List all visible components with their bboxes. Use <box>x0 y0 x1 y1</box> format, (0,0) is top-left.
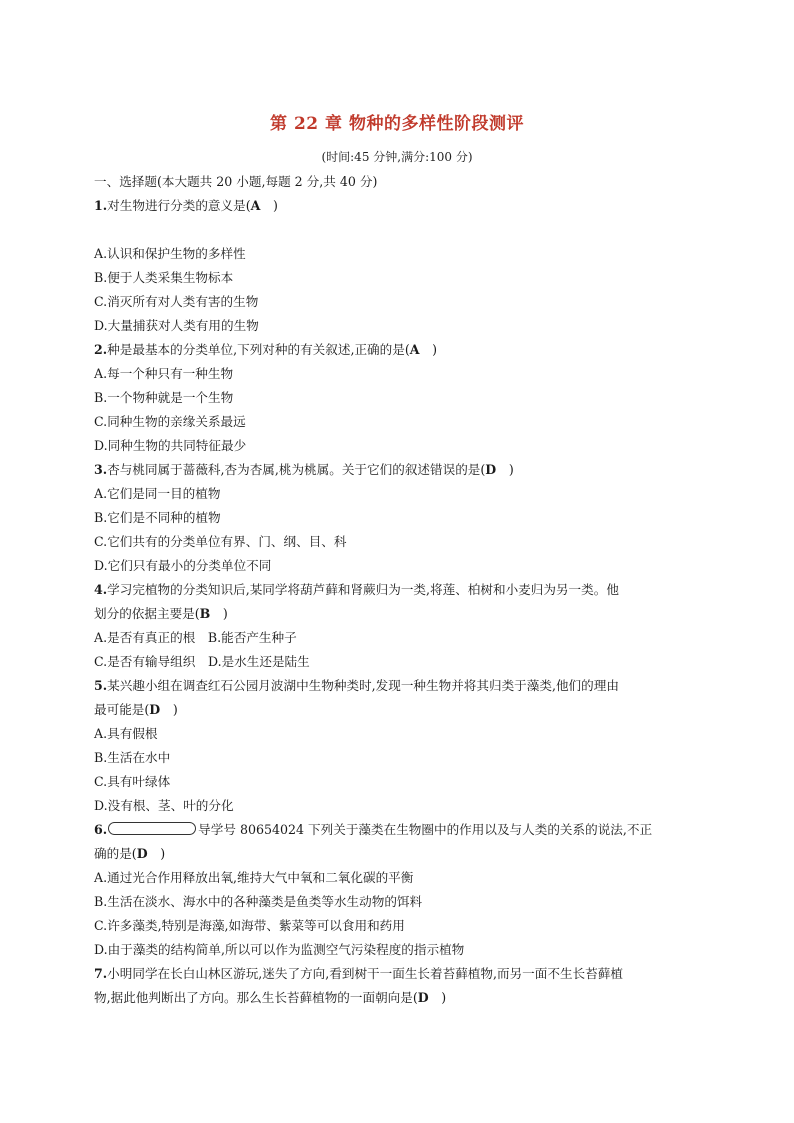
question-2-stem <box>94 338 694 362</box>
question-text: 种是最基本的分类单位,下列对种的有关叙述,正确的是( <box>107 342 410 357</box>
guide-badge <box>108 822 196 835</box>
question-5-stem-line1 <box>94 674 694 698</box>
option-b: B.它们是不同种的植物 <box>94 510 221 525</box>
paren-close: ) <box>210 606 228 621</box>
question-1-stem <box>94 194 694 218</box>
paren-close: ) <box>419 342 438 357</box>
option-c: C.同种生物的亲缘关系最远 <box>94 414 246 429</box>
question-text: 某兴趣小组在调查红石公园月波湖中生物种类时,发现一种生物并将其归类于藻类,他们的理由 <box>107 678 619 693</box>
guide-number: 导学号 80654024 <box>198 822 305 837</box>
question-text: 划分的依据主要是( <box>94 606 200 621</box>
exam-time-score: (时间:45 分钟,满分:100 分) <box>321 150 473 164</box>
option-b: B.生活在淡水、海水中的各种藻类是鱼类等水生动物的饵料 <box>94 894 423 909</box>
page-title: 第 22 章 物种的多样性阶段测评 <box>270 114 524 134</box>
question-number: 1. <box>94 198 108 213</box>
question-text: 确的是( <box>94 846 137 861</box>
paren-close: ) <box>260 198 278 213</box>
question-text: 对生物进行分类的意义是( <box>107 198 251 213</box>
answer-letter: A <box>250 198 261 213</box>
options-row-ab: A.是否有真正的根 B.能否产生种子 <box>94 630 297 645</box>
question-text: 最可能是( <box>94 702 150 717</box>
option-d: D.同种生物的共同特征最少 <box>94 438 247 453</box>
paren-close: ) <box>496 462 514 477</box>
option-c: C.许多藻类,特别是海藻,如海带、紫菜等可以食用和药用 <box>94 918 405 933</box>
options-row-cd: C.是否有输导组织 D.是水生还是陆生 <box>94 654 310 669</box>
option-c: C.它们共有的分类单位有界、门、纲、目、科 <box>94 534 347 549</box>
question-number: 3. <box>94 462 108 477</box>
option-c: C.消灭所有对人类有害的生物 <box>94 294 259 309</box>
question-7-stem-line1 <box>94 962 694 986</box>
question-7-stem-line2 <box>94 986 694 1010</box>
question-6-stem-line1 <box>94 818 694 842</box>
question-number: 5. <box>94 678 108 693</box>
paren-close: ) <box>147 846 166 861</box>
answer-letter: B <box>199 606 211 621</box>
question-number: 4. <box>94 582 108 597</box>
section-heading: 一、选择题(本大题共 20 小题,每题 2 分,共 40 分) <box>94 174 378 189</box>
option-a: A.认识和保护生物的多样性 <box>94 246 246 261</box>
option-b: B.生活在水中 <box>94 750 171 765</box>
option-d: D.没有根、茎、叶的分化 <box>94 798 234 813</box>
option-a: A.每一个种只有一种生物 <box>94 366 234 381</box>
question-number: 6. <box>94 822 108 837</box>
question-text: 杏与桃同属于蔷薇科,杏为杏属,桃为桃属。关于它们的叙述错误的是( <box>107 462 486 477</box>
question-4-stem-line2 <box>94 602 694 626</box>
question-text: 下列关于藻类在生物圈中的作用以及与人类的关系的说法,不正 <box>304 822 653 837</box>
question-text: 物,据此他判断出了方向。那么生长苔藓植物的一面朝向是( <box>94 990 418 1005</box>
question-5-stem-line2 <box>94 698 694 722</box>
answer-letter: D <box>149 702 161 717</box>
question-number: 7. <box>94 966 108 981</box>
option-d: D.它们只有最小的分类单位不同 <box>94 558 272 573</box>
question-6-stem-line2 <box>94 842 694 866</box>
question-3-stem <box>94 458 694 482</box>
option-c: C.具有叶绿体 <box>94 774 171 789</box>
paren-close: ) <box>428 990 447 1005</box>
option-a: A.它们是同一目的植物 <box>94 486 221 501</box>
answer-letter: D <box>136 846 148 861</box>
option-a: A.具有假根 <box>94 726 158 741</box>
question-number: 2. <box>94 342 108 357</box>
spacer <box>94 218 694 242</box>
paren-close: ) <box>160 702 178 717</box>
question-list <box>94 170 694 1010</box>
question-text: 学习完植物的分类知识后,某同学将葫芦藓和肾蕨归为一类,将莲、柏树和小麦归为另一类。他 <box>107 582 619 597</box>
option-a: A.通过光合作用释放出氧,维持大气中氧和二氧化碳的平衡 <box>94 870 414 885</box>
option-b: B.便于人类采集生物标本 <box>94 270 234 285</box>
answer-letter: A <box>409 342 420 357</box>
answer-letter: D <box>485 462 497 477</box>
answer-letter: D <box>417 990 429 1005</box>
question-text: 小明同学在长白山林区游玩,迷失了方向,看到树干一面生长着苔藓植物,而另一面不生长苔藓植 <box>107 966 623 981</box>
option-d: D.由于藻类的结构简单,所以可以作为监测空气污染程度的指示植物 <box>94 942 465 957</box>
question-4-stem-line1 <box>94 578 694 602</box>
option-b: B.一个物种就是一个生物 <box>94 390 234 405</box>
option-d: D.大量捕获对人类有用的生物 <box>94 318 259 333</box>
